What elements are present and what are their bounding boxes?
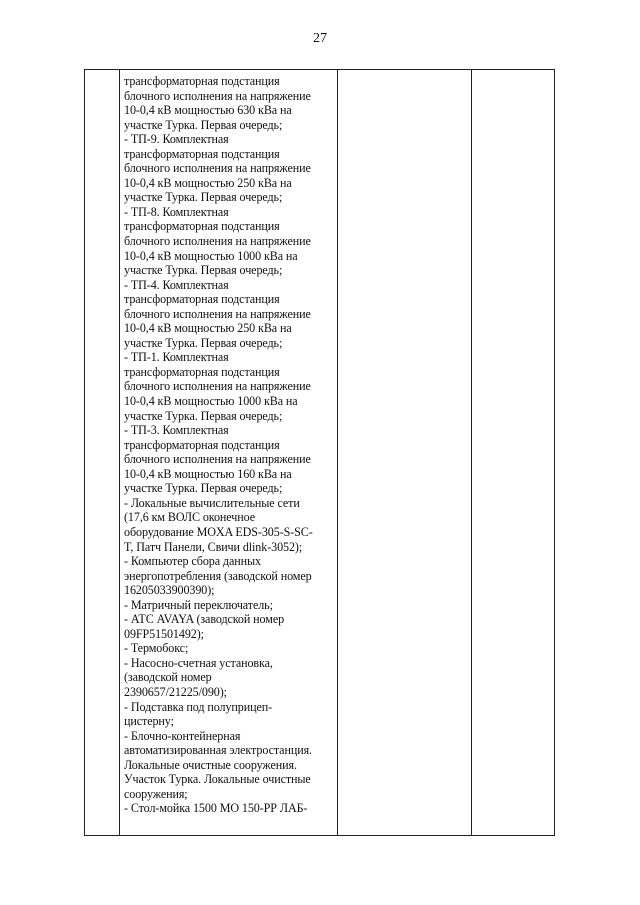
text-line: - Термобокс; — [124, 641, 189, 656]
text-line: 10-0,4 кВ мощностью 250 кВа на — [124, 175, 292, 190]
text-line: блочного исполнения на напряжение — [124, 306, 311, 321]
text-line: - АТС AVAYA (заводской номер — [124, 612, 285, 627]
text-line: - Блочно-контейнерная — [124, 728, 241, 743]
text-line: T, Патч Панели, Свичи dlink-3052); — [124, 539, 303, 554]
table-cell-object-list — [124, 74, 339, 816]
text-line: участке Турка. Первая очередь; — [124, 481, 283, 496]
text-line: трансформаторная подстанция — [124, 364, 280, 379]
text-line: блочного исполнения на напряжение — [124, 452, 311, 467]
text-line: участке Турка. Первая очередь; — [124, 408, 283, 423]
text-line: трансформаторная подстанция — [124, 146, 280, 161]
table-column-divider-1 — [119, 70, 120, 835]
text-line: - Компьютер сбора данных — [124, 554, 261, 569]
text-line: 10-0,4 кВ мощностью 630 кВа на — [124, 103, 292, 118]
text-line: 10-0,4 кВ мощностью 160 кВа на — [124, 466, 292, 481]
text-line: 2390657/21225/090); — [124, 684, 227, 699]
text-line: - ТП-9. Комплектная — [124, 132, 229, 147]
text-line: 10-0,4 кВ мощностью 1000 кВа на — [124, 248, 298, 263]
text-line: - ТП-4. Комплектная — [124, 277, 229, 292]
text-line: - Подставка под полуприцеп- — [124, 699, 273, 714]
content-table — [84, 69, 555, 836]
text-line: - ТП-3. Комплектная — [124, 423, 229, 438]
text-line: участке Турка. Первая очередь; — [124, 263, 283, 278]
text-line: - Стол-мойка 1500 МО 150-РР ЛАБ- — [124, 801, 308, 816]
text-line: энергопотребления (заводской номер — [124, 568, 312, 583]
text-line: блочного исполнения на напряжение — [124, 88, 311, 103]
text-line: сооружения; — [124, 786, 188, 801]
text-line: участке Турка. Первая очередь; — [124, 190, 283, 205]
text-line: 10-0,4 кВ мощностью 250 кВа на — [124, 321, 292, 336]
text-line: (17,6 км ВОЛС оконечное — [124, 510, 255, 525]
table-column-divider-3 — [471, 70, 472, 835]
text-line: цистерну; — [124, 714, 174, 729]
text-line: блочного исполнения на напряжение — [124, 234, 311, 249]
text-line: Локальные очистные сооружения. — [124, 757, 297, 772]
text-line: автоматизированная электростанция. — [124, 743, 312, 758]
text-line: 09FP51501492); — [124, 626, 204, 641]
text-line: трансформаторная подстанция — [124, 437, 280, 452]
text-line: 10-0,4 кВ мощностью 1000 кВа на — [124, 394, 298, 409]
text-line: 16205033900390); — [124, 583, 215, 598]
text-line: Участок Турка. Локальные очистные — [124, 772, 311, 787]
text-line: - Матричный переключатель; — [124, 597, 273, 612]
text-line: трансформаторная подстанция — [124, 219, 280, 234]
text-line: - Локальные вычислительные сети — [124, 495, 300, 510]
text-line: участке Турка. Первая очередь; — [124, 335, 283, 350]
text-line: (заводской номер — [124, 670, 212, 685]
text-line: трансформаторная подстанция — [124, 292, 280, 307]
page-number: 27 — [313, 31, 327, 46]
text-line: - Насосно-счетная установка, — [124, 655, 273, 670]
text-line: - ТП-8. Комплектная — [124, 204, 229, 219]
text-line: блочного исполнения на напряжение — [124, 161, 311, 176]
text-line: участке Турка. Первая очередь; — [124, 117, 283, 132]
text-line: - ТП-1. Комплектная — [124, 350, 229, 365]
text-line: блочного исполнения на напряжение — [124, 379, 311, 394]
text-line: оборудование MOXA EDS-305-S-SC- — [124, 524, 313, 539]
text-line: трансформаторная подстанция — [124, 74, 280, 88]
